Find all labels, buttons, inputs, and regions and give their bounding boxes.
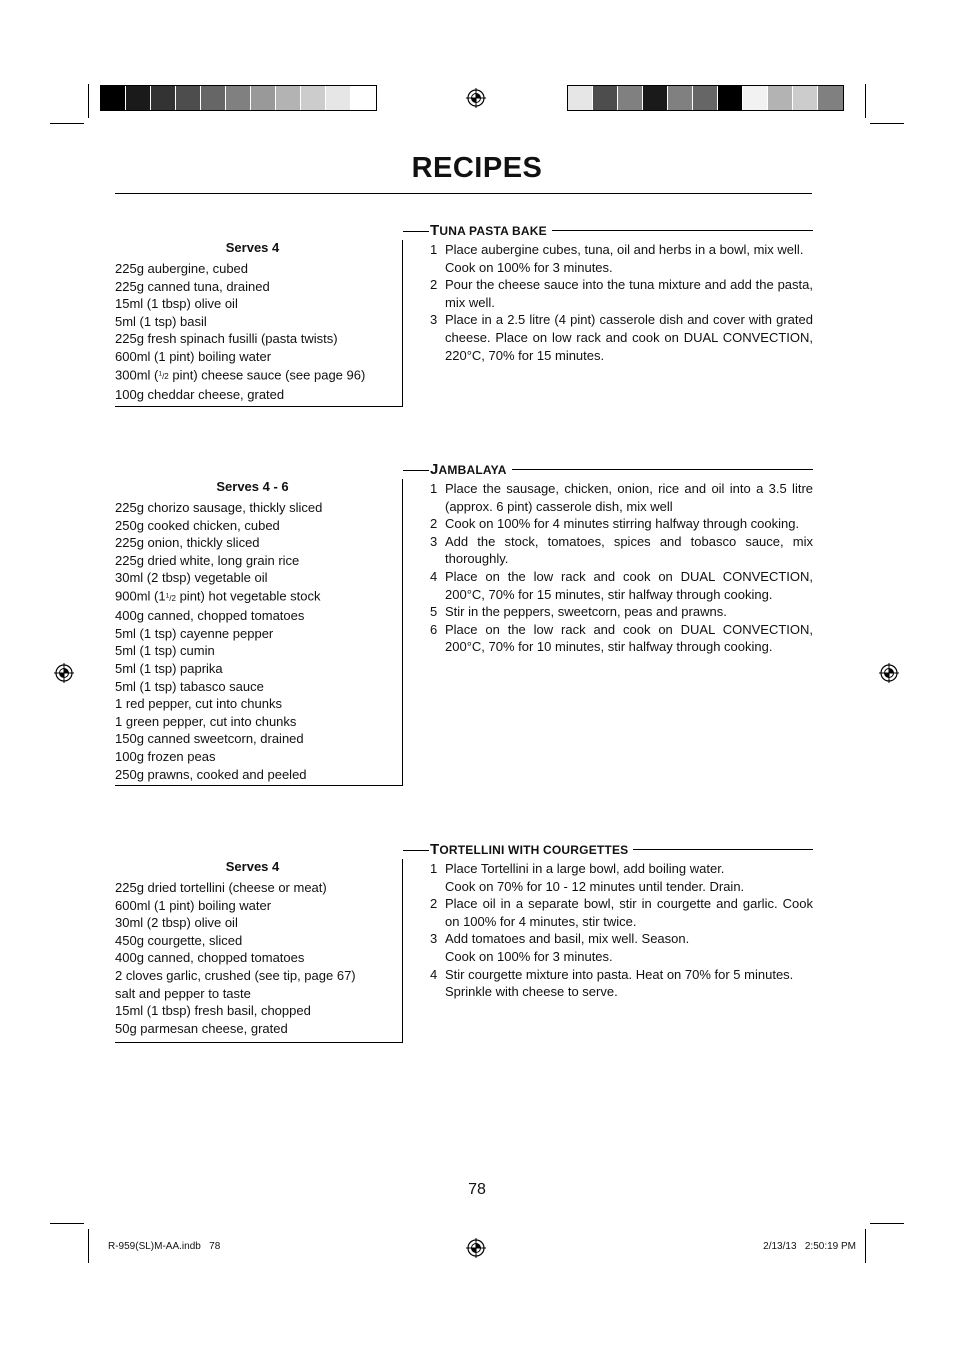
recipe-title: JAMBALAYA	[430, 460, 507, 478]
ingredient-item: 5ml (1 tsp) basil	[115, 313, 207, 329]
ingredient-item: 50g parmesan cheese, grated	[115, 1020, 288, 1036]
step-item: 2 Pour the cheese sauce into the tuna mixture and add the pasta, mix well.	[430, 277, 813, 310]
color-swatch	[568, 86, 593, 110]
crop-mark	[88, 84, 89, 118]
color-swatch	[276, 86, 301, 110]
step-item: 3 Add tomatoes and basil, mix well. Season. Cook on 100% for 3 minutes.	[430, 931, 690, 964]
registration-mark-icon	[879, 663, 899, 683]
method-section	[430, 221, 813, 364]
title-divider	[115, 193, 812, 194]
ingredient-list	[115, 260, 402, 403]
crop-mark	[870, 1223, 904, 1224]
heading-rule	[552, 230, 813, 231]
ingredients-box	[115, 859, 403, 1043]
grayscale-color-bar-right	[567, 85, 844, 111]
ingredient-item: 225g chorizo sausage, thickly sliced	[115, 500, 323, 515]
connector-line	[403, 850, 429, 851]
crop-mark	[870, 123, 904, 124]
color-swatch	[226, 86, 251, 110]
ingredient-item: 250g prawns, cooked and peeled	[115, 766, 307, 782]
ingredient-item: 5ml (1 tsp) cayenne pepper	[115, 625, 274, 641]
color-swatch	[593, 86, 618, 110]
ingredient-item: 5ml (1 tsp) paprika	[115, 661, 223, 676]
color-swatch	[251, 86, 276, 110]
color-swatch	[718, 86, 743, 110]
color-swatch	[668, 86, 693, 110]
ingredient-text: 900ml (1	[115, 588, 166, 604]
ingredient-text: pint) hot vegetable stock	[175, 588, 321, 604]
serves-label: Serves 4	[225, 859, 280, 874]
serves-label: Serves 4	[225, 240, 280, 255]
connector-line	[403, 470, 429, 471]
ingredient-item: 150g canned sweetcorn, drained	[115, 731, 304, 747]
ingredient-item: 30ml (2 tbsp) vegetable oil	[115, 570, 268, 586]
fraction: $^1$/2	[165, 591, 176, 603]
step-item: 4 Place on the low rack and cook on DUAL CONVECTION, 200°C, 70% for 15 minutes, stir halfway through cooking.	[430, 568, 813, 602]
registration-mark-icon	[466, 88, 486, 108]
method-section	[430, 840, 813, 1001]
crop-mark	[865, 84, 866, 118]
color-swatch	[818, 86, 843, 110]
step-item: 2 Cook on 100% for 4 minutes stirring halfway through cooking.	[430, 516, 800, 532]
ingredient-item: 225g canned tuna, drained	[115, 278, 270, 294]
ingredient-item: 600ml (1 pint) boiling water	[115, 348, 272, 364]
ingredient-item: 1 green pepper, cut into chunks	[115, 713, 297, 729]
method-section	[430, 460, 813, 656]
ingredient-item: 250g cooked chicken, cubed	[115, 517, 280, 533]
ingredient-item: 5ml (1 tsp) tabasco sauce	[115, 678, 264, 694]
color-swatch	[351, 86, 376, 110]
step-list	[430, 480, 813, 656]
ingredient-item	[115, 587, 402, 607]
recipe-heading	[430, 221, 813, 239]
color-swatch	[743, 86, 768, 110]
ingredient-item: 15ml (1 tbsp) olive oil	[115, 296, 238, 312]
ingredient-list	[115, 879, 402, 1037]
file-slug: R-959(SL)M-AA.indb 78	[108, 1241, 221, 1252]
step-item: 4 Stir courgette mixture into pasta. Heat on 70% for 5 minutes. Sprinkle with cheese to serve.	[430, 966, 794, 1000]
recipe-title: TORTELLINI WITH COURGETTES	[430, 840, 629, 858]
crop-mark	[865, 1229, 866, 1263]
ingredient-text: pint) cheese sauce (see page 96)	[168, 367, 366, 383]
ingredient-item: 30ml (2 tbsp) olive oil	[115, 915, 238, 931]
color-swatch	[176, 86, 201, 110]
registration-mark-icon	[54, 663, 74, 683]
recipe-heading	[430, 460, 813, 478]
grayscale-color-bar-left	[100, 85, 377, 111]
recipe-title: TUNA PASTA BAKE	[430, 221, 547, 239]
ingredient-item: 100g frozen peas	[115, 748, 216, 764]
color-swatch	[768, 86, 793, 110]
color-swatch	[643, 86, 668, 110]
ingredients-box	[115, 240, 403, 407]
fraction: $^1$/2	[158, 370, 169, 382]
step-item: 5 Stir in the peppers, sweetcorn, peas and prawns.	[430, 604, 727, 620]
ingredients-box	[115, 479, 403, 786]
ingredient-item	[115, 366, 402, 386]
step-item: 1 Place Tortellini in a large bowl, add boiling water. Cook on 70% for 10 - 12 minutes until tender. Drain.	[430, 861, 745, 894]
print-timestamp: 2/13/13 2:50:19 PM	[763, 1241, 856, 1252]
heading-rule	[512, 469, 813, 470]
ingredient-item: 1 red pepper, cut into chunks	[115, 696, 282, 712]
crop-mark	[50, 123, 84, 124]
ingredient-item: 225g dried tortellini (cheese or meat)	[115, 880, 327, 895]
step-list	[430, 860, 813, 1001]
color-swatch	[101, 86, 126, 110]
step-item: 1 Place aubergine cubes, tuna, oil and herbs in a bowl, mix well. Cook on 100% for 3 minutes.	[430, 242, 804, 275]
ingredient-list	[115, 499, 402, 783]
crop-mark	[50, 1223, 84, 1224]
ingredient-item: 225g dried white, long grain rice	[115, 552, 300, 568]
color-swatch	[793, 86, 818, 110]
color-swatch	[151, 86, 176, 110]
step-item: 3 Place in a 2.5 litre (4 pint) casserole dish and cover with grated cheese. Place on low rack and cook on DUAL CONVECTION, 220°C, 70% for 15 minutes.	[430, 312, 813, 363]
crop-mark	[88, 1229, 89, 1263]
color-swatch	[693, 86, 718, 110]
ingredient-text: 300ml (	[115, 367, 159, 383]
color-swatch	[201, 86, 226, 110]
step-item: 3 Add the stock, tomatoes, spices and tobasco sauce, mix thoroughly.	[430, 533, 813, 567]
color-swatch	[618, 86, 643, 110]
ingredient-item: 2 cloves garlic, crushed (see tip, page 67)	[115, 967, 356, 983]
step-item: 6 Place on the low rack and cook on DUAL CONVECTION, 200°C, 70% for 10 minutes, stir halfway through cooking.	[430, 621, 813, 655]
registration-mark-icon	[466, 1238, 486, 1258]
page-number: 78	[468, 1181, 486, 1198]
ingredient-item: 15ml (1 tbsp) fresh basil, chopped	[115, 1003, 311, 1019]
serves-label: Serves 4 - 6	[216, 479, 289, 494]
ingredient-item: 600ml (1 pint) boiling water	[115, 897, 272, 913]
ingredient-item: salt and pepper to taste	[115, 985, 251, 1001]
color-swatch	[326, 86, 351, 110]
step-item: 1 Place the sausage, chicken, onion, rice and oil into a 3.5 litre (approx. 6 pint) casserole dish, mix well	[430, 481, 813, 514]
ingredient-item: 400g canned, chopped tomatoes	[115, 950, 305, 966]
recipe-heading	[430, 840, 813, 858]
step-item: 2 Place oil in a separate bowl, stir in courgette and garlic. Cook on 100% for 4 minutes, stir twice.	[430, 896, 813, 929]
ingredient-item: 225g onion, thickly sliced	[115, 535, 260, 551]
ingredient-item: 400g canned, chopped tomatoes	[115, 608, 305, 624]
ingredient-item: 225g aubergine, cubed	[115, 261, 249, 276]
ingredient-item: 225g fresh spinach fusilli (pasta twists)	[115, 331, 338, 347]
ingredient-item: 5ml (1 tsp) cumin	[115, 643, 215, 659]
connector-line	[403, 231, 429, 232]
ingredient-item: 100g cheddar cheese, grated	[115, 386, 285, 402]
color-swatch	[126, 86, 151, 110]
color-swatch	[301, 86, 326, 110]
ingredient-item: 450g courgette, sliced	[115, 932, 243, 948]
step-list	[430, 241, 813, 364]
page-title: RECIPES	[411, 152, 543, 184]
heading-rule	[633, 849, 813, 850]
